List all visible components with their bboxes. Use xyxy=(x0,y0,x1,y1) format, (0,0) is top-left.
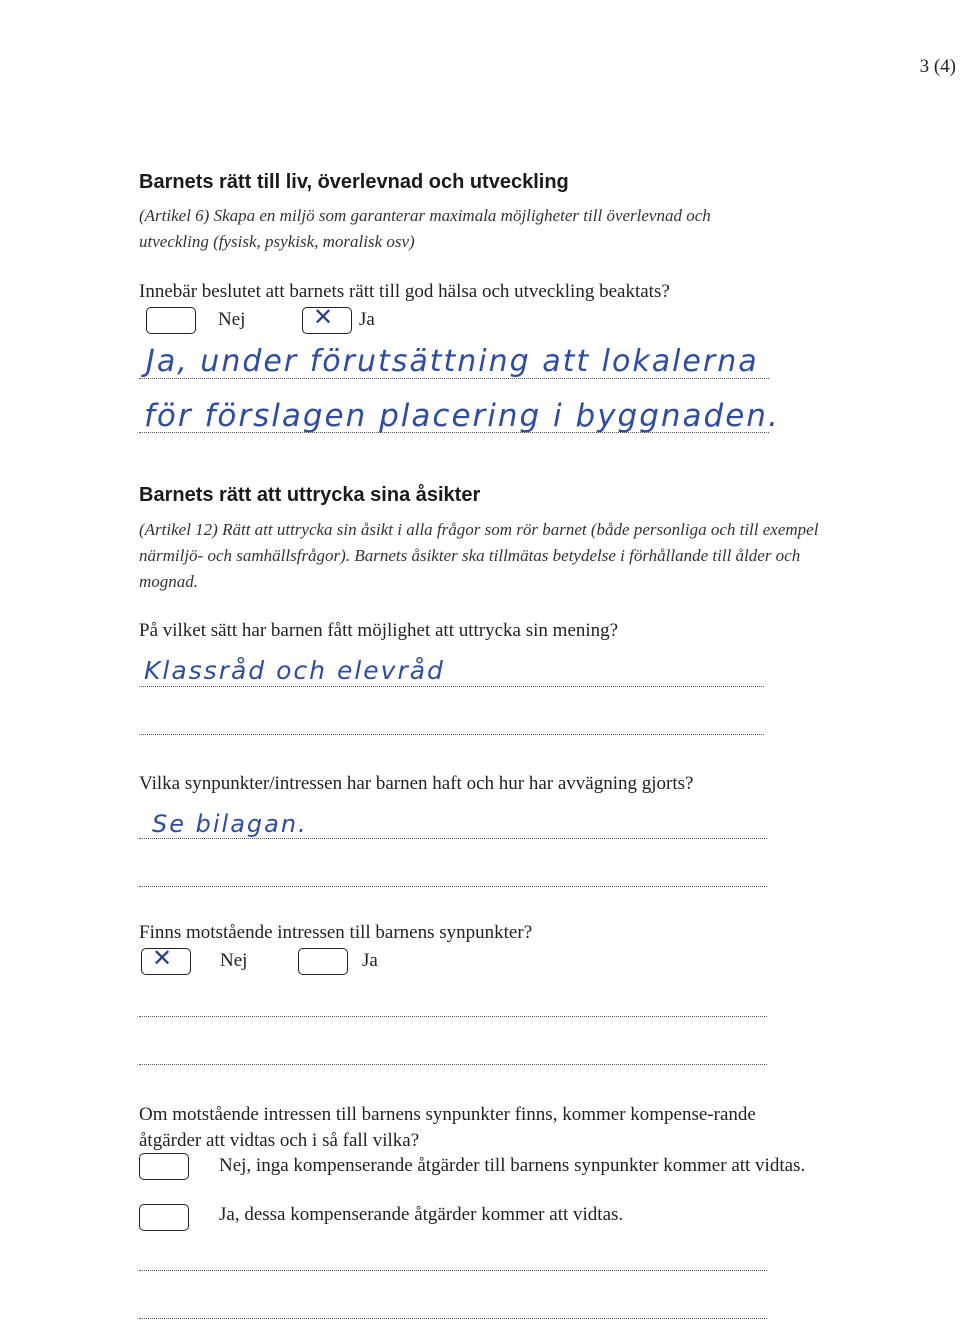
section-intro-life: (Artikel 6) Skapa en miljö som garanterar maximala möjligheter till överlevnad och utveckling (fysisk, psykisk, moralisk osv) xyxy=(139,206,711,251)
question-health: Innebär beslutet att barnets rätt till god hälsa och utveckling beaktats? xyxy=(139,281,670,302)
dotted-line xyxy=(139,686,764,687)
question-views: Vilka synpunkter/intressen har barnen haft och hur har avvägning gjorts? xyxy=(139,773,694,794)
checkbox-conflict-no[interactable] xyxy=(141,944,191,975)
handwritten-answer-how-express: Klassråd och elevråd xyxy=(144,656,445,685)
handwritten-answer-health-line2: för förslagen placering i byggnaden. xyxy=(144,398,780,434)
checkbox-measures-no[interactable] xyxy=(139,1153,189,1180)
dotted-line xyxy=(139,1016,767,1017)
dotted-line xyxy=(139,378,769,379)
checkbox-conflict-yes[interactable] xyxy=(298,948,348,975)
label-measures-no: Nej, inga kompenserande åtgärder till barnens synpunkter kommer att vidtas. xyxy=(219,1155,806,1176)
section-heading-opinions: Barnets rätt att uttrycka sina åsikter xyxy=(139,484,481,506)
dotted-line xyxy=(139,838,767,839)
dotted-line xyxy=(139,1270,767,1271)
section-heading-life: Barnets rätt till liv, överlevnad och utveckling xyxy=(139,171,569,193)
label-measures-yes: Ja, dessa kompenserande åtgärder kommer att vidtas. xyxy=(219,1204,624,1225)
handwritten-answer-health-line1: Ja, under förutsättning att lokalerna xyxy=(146,344,759,379)
page-number: 3 (4) xyxy=(919,56,956,77)
label-health-no: Nej xyxy=(218,309,246,330)
dotted-line xyxy=(139,1318,767,1319)
section-intro-opinions: (Artikel 12) Rätt att uttrycka sin åsikt i alla frågor som rör barnet (både personliga och till exempel närmiljö- och samhällsfrågor). Barnets åsikter ska tillmätas betydelse i förhållande till ålder och mognad. xyxy=(139,520,819,591)
handwritten-answer-views: Se bilagan. xyxy=(152,810,308,838)
dotted-line xyxy=(139,886,767,887)
checkbox-mark: ✕ xyxy=(152,944,173,972)
dotted-line xyxy=(139,432,769,433)
checkbox-health-yes[interactable] xyxy=(302,303,352,334)
question-how-express: På vilket sätt har barnen fått möjlighet att uttrycka sin mening? xyxy=(139,620,619,641)
dotted-line xyxy=(139,1064,767,1065)
question-conflicting-interests: Finns motstående intressen till barnens synpunkter? xyxy=(139,922,533,943)
question-compensating-measures: Om motstående intressen till barnens synpunkter finns, kommer kompense-rande åtgärder att vidtas och i så fall vilka? xyxy=(139,1104,756,1151)
checkbox-measures-yes[interactable] xyxy=(139,1204,189,1231)
label-conflict-yes: Ja xyxy=(362,950,378,971)
label-conflict-no: Nej xyxy=(220,950,248,971)
dotted-line xyxy=(139,734,764,735)
checkbox-health-no[interactable] xyxy=(146,307,196,334)
label-health-yes: Ja xyxy=(359,309,375,330)
checkbox-mark: ✕ xyxy=(313,303,334,331)
